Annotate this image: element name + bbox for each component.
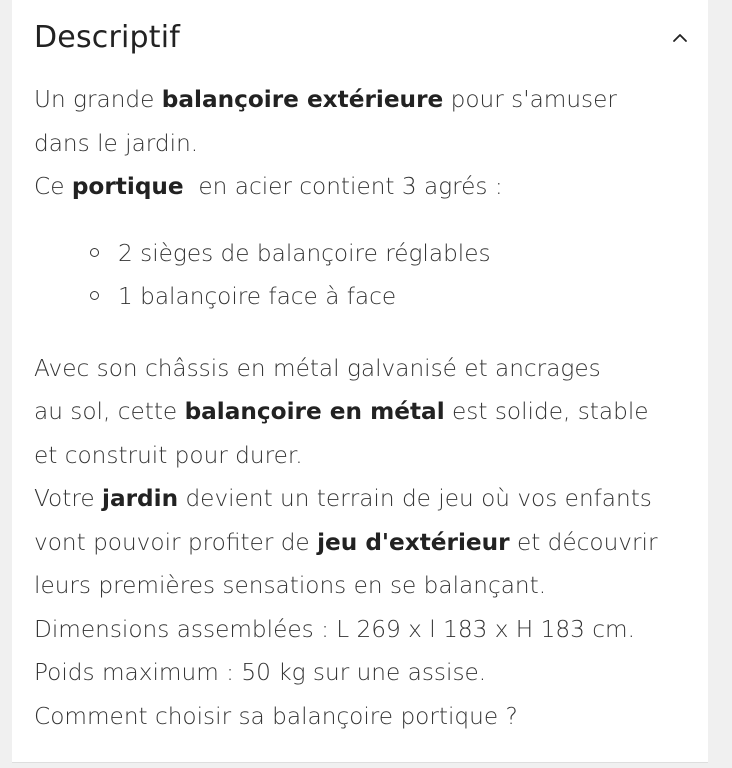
intro-text: Ce: [34, 173, 72, 200]
keyword-jardin: jardin: [102, 485, 179, 512]
intro-text: Un grande: [34, 86, 162, 113]
intro-text: en acier contient 3 agrés :: [183, 173, 503, 200]
body-line-2: [34, 390, 704, 434]
body-text: devient un terrain de jeu où vos enfants: [178, 485, 652, 512]
accordion-header[interactable]: [34, 18, 694, 62]
keyword-jeu-exterieur: jeu d'extérieur: [317, 528, 510, 556]
circle-bullet-icon: [90, 291, 99, 300]
intro-line-1: [34, 78, 704, 122]
intro-text: pour s'amuser: [443, 86, 617, 113]
circle-bullet-icon: [90, 248, 99, 257]
divider: [12, 762, 708, 763]
section-title: Descriptif: [34, 20, 181, 55]
description-card: [12, 0, 708, 763]
feature-text: 2 sièges de balançoire réglables: [118, 239, 491, 267]
body-text: Votre: [34, 485, 102, 512]
description-body: [34, 78, 704, 738]
keyword-balancoire-exterieure: balançoire extérieure: [161, 86, 444, 113]
body-line-6: leurs premières sensations en se balançant.: [34, 572, 547, 599]
keyword-portique: portique: [71, 173, 184, 200]
list-item: [90, 275, 704, 319]
body-line-3: et construit pour durer.: [34, 441, 303, 469]
guide-link[interactable]: Comment choisir sa balançoire portique ?: [34, 702, 518, 730]
body-text: vont pouvoir profiter de: [34, 528, 318, 556]
feature-text: 1 balançoire face à face: [118, 283, 397, 310]
keyword-balancoire-en-metal: balançoire en métal: [184, 398, 445, 425]
dimensions-text: Dimensions assemblées : L 269 x l 183 x H 183 cm.: [34, 615, 635, 643]
body-text: est solide, stable: [444, 398, 649, 425]
intro-line-2: dans le jardin.: [34, 129, 199, 157]
chevron-up-icon[interactable]: [666, 24, 694, 52]
body-line-5: [34, 521, 704, 565]
features-list: [34, 232, 704, 319]
list-item: [90, 232, 704, 276]
body-text: et découvrir: [509, 528, 658, 556]
body-line-4: [34, 477, 704, 521]
body-line-1: Avec son châssis en métal galvanisé et ancrages: [34, 354, 601, 382]
weight-text: Poids maximum : 50 kg sur une assise.: [34, 659, 487, 686]
intro-line-3: [34, 165, 704, 209]
body-text: au sol, cette: [34, 398, 185, 425]
